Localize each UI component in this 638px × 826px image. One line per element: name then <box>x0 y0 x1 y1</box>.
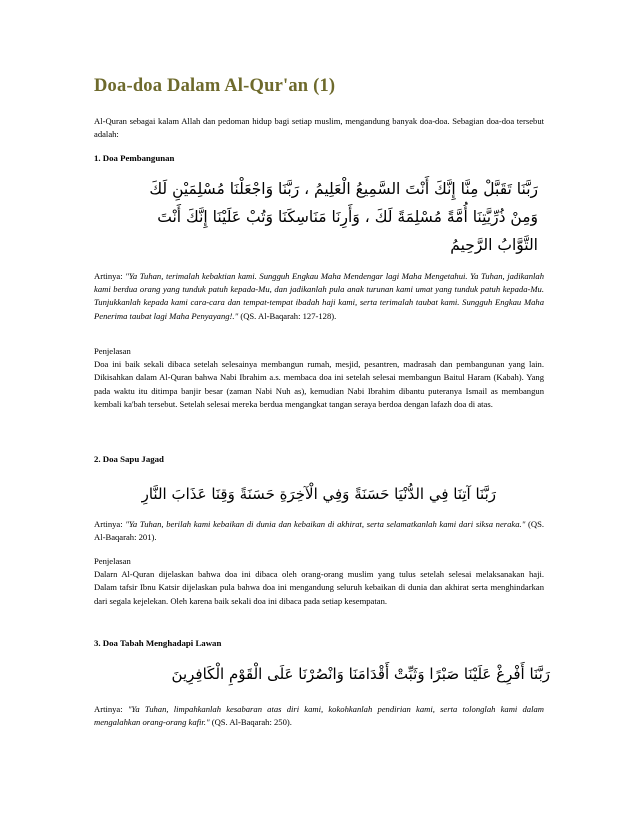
quran-reference: (QS. Al-Baqarah: 127-128). <box>238 310 337 321</box>
penjelasan-paragraph: Dikisahkan dalam Al-Quran bahwa Nabi Ibrahim a.s. membaca doa ini setelah selesai membangun Baitul Haram (Kabah). Yang pada waktu itu ditimpa banjir besar (zaman Nabi Nuh as), kemudian Nabi Ibrahim dibantu puteranya Ismail as membangun kembali ka'bah tersebut. Setelah selesai mereka berdua mengangkat tangan seraya berdoa dengan lafazh doa di atas. <box>94 372 544 409</box>
doa-3-artinya <box>94 703 544 729</box>
doa-2-arabic-line-1: رَبَّنَا آتِنَا فِي الدُّنْيَا حَسَنَةً وَفِي الْآخِرَةِ حَسَنَةً وَقِنَا عَذَابَ النَّارِ <box>141 485 496 503</box>
doa-2-artinya <box>94 518 544 544</box>
doa-1-arabic-line-3: التَّوَّابُ الرَّحِيمُ <box>450 236 538 254</box>
doa-3-arabic-line-1: رَبَّنَا أَفْرِغْ عَلَيْنَا صَبْرًا وَثَبِّتْ أَقْدَامَنَا وَانْصُرْنَا عَلَى الْقَوْمِ الْكَافِرِينَ <box>171 665 550 683</box>
quran-reference: (QS. Al-Baqarah: 250). <box>209 717 292 728</box>
intro-paragraph: Al-Quran sebagai kalam Allah dan pedoman hidup bagi setiap muslim, mengandung banyak doa-doa. Sebagian doa-doa tersebut adalah: <box>94 116 544 140</box>
doa-2-heading: 2. Doa Sapu Jagad <box>94 454 164 464</box>
doa-2-penjelasan <box>94 555 544 608</box>
penjelasan-paragraph: Dalam tafsir Ibnu Katsir dijelaskan pula bahwa doa ini mengandung seluruh kebaikan di dunia dan akhirat serta menghindarkan dari segala kejelekan. Oleh karena baik sekali doa ini dibaca pada setiap kesempatan. <box>94 582 544 606</box>
artinya-label: Artinya: <box>94 271 126 281</box>
penjelasan-label: Penjelasan <box>94 346 131 356</box>
translation-text: "Ya Tuhan, limpahkanlah kesabaran atas diri kami, kokohkanlah pendirian kami, serta tolonglah kami dalam mengalahkan orang-orang kafir." <box>94 704 544 728</box>
doa-1-artinya <box>94 270 544 323</box>
quran-reference: (QS. Al-Baqarah: 201). <box>94 519 544 543</box>
page-title: Doa-doa Dalam Al-Qur'an (1) <box>94 76 336 96</box>
translation-text: "Ya Tuhan, berilah kami kebaikan di dunia dan kebaikan di akhirat, serta selamatkanlah kami dari siksa neraka." <box>125 519 526 529</box>
artinya-label: Artinya: <box>94 519 126 529</box>
penjelasan-label: Penjelasan <box>94 556 131 566</box>
doa-3-heading: 3. Doa Tabah Menghadapi Lawan <box>94 638 222 648</box>
doa-1-arabic-line-2: وَمِنْ ذُرِّيَّتِنَا أُمَّةً مُسْلِمَةً لَكَ ، وَأَرِنَا مَنَاسِكَنَا وَتُبْ عَلَيْنَا إِنَّكَ أَنْتَ <box>157 208 538 226</box>
translation-text: "Ya Tuhan, terimalah kebaktian kami. Sungguh Engkau Maha Mendengar lagi Maha Mengetahui. Ya Tuhan, jadikanlah kami berdua orang yang tunduk patuh kepada-Mu, dan jadikanlah pula anak turunan kami umat yang tunduk patuh kepada-Mu. Tunjukkanlah kepada kami cara-cara dan tempat-tempat ibadah haji kami, serta terimalah taubat kami. Sungguh Engkau Maha Penerima taubat lagi Maha Penyayang!." <box>94 271 544 321</box>
artinya-label: Artinya: <box>94 704 128 714</box>
doa-1-heading: 1. Doa Pembangunan <box>94 153 175 163</box>
penjelasan-paragraph: Doa ini baik sekali dibaca setelah selesainya membangun rumah, mesjid, pesantren, madrasah dan pembangunan yang lain. <box>94 359 544 370</box>
doa-1-penjelasan <box>94 345 544 411</box>
penjelasan-paragraph: Dalarn Al-Quran dijelaskan bahwa doa ini dibaca oleh orang-orang muslim yang tulus setelah selesai melaksanakan haji. <box>94 569 544 580</box>
doa-1-arabic-line-1: رَبَّنَا تَقَبَّلْ مِنَّا إِنَّكَ أَنْتَ السَّمِيعُ الْعَلِيمُ ، رَبَّنَا وَاجْعَلْنَا مُسْلِمَيْنِ لَكَ <box>149 180 538 198</box>
